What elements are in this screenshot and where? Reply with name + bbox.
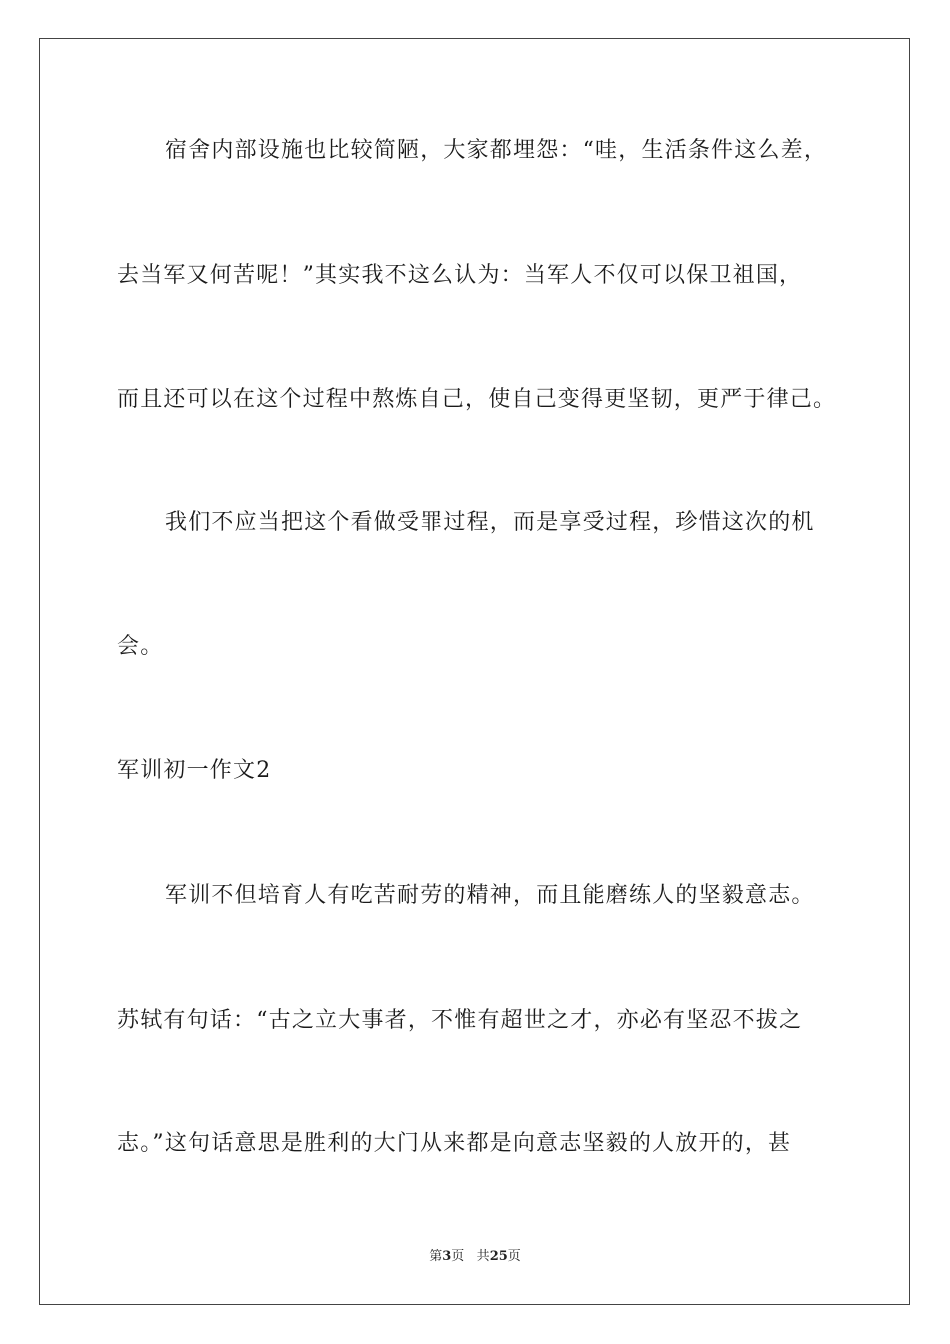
section-heading: 军训初一作文2: [117, 758, 272, 783]
page-border: [39, 38, 910, 1305]
paragraph-line: 去当军又何苦呢！”其实我不这么认为：当军人不仅可以保卫祖国，: [117, 263, 803, 288]
paragraph-line: 宿舍内部设施也比较简陋，大家都埋怨：“哇，生活条件这么差，: [165, 138, 828, 163]
paragraph-line: 我们不应当把这个看做受罪过程，而是享受过程，珍惜这次的机: [165, 510, 815, 535]
paragraph-line: 会。: [117, 634, 164, 659]
paragraph-line: 而且还可以在这个过程中熬炼自己，使自己变得更坚韧，更严于律己。: [117, 387, 837, 412]
paragraph-line: 苏轼有句话：“古之立大事者，不惟有超世之才，亦必有坚忍不拔之: [117, 1008, 803, 1033]
total-pages: 25: [489, 1249, 508, 1264]
total-prefix: 共: [476, 1249, 490, 1264]
page-footer: [0, 1249, 950, 1265]
page-prefix: 第: [429, 1249, 443, 1264]
paragraph-line: 志。”这句话意思是胜利的大门从来都是向意志坚毅的人放开的，甚: [117, 1131, 792, 1156]
page-number: 3: [442, 1249, 452, 1264]
total-suffix: 页: [507, 1249, 521, 1264]
paragraph-line: 军训不但培育人有吃苦耐劳的精神，而且能磨练人的坚毅意志。: [165, 883, 815, 908]
page-suffix: 页: [451, 1249, 465, 1264]
